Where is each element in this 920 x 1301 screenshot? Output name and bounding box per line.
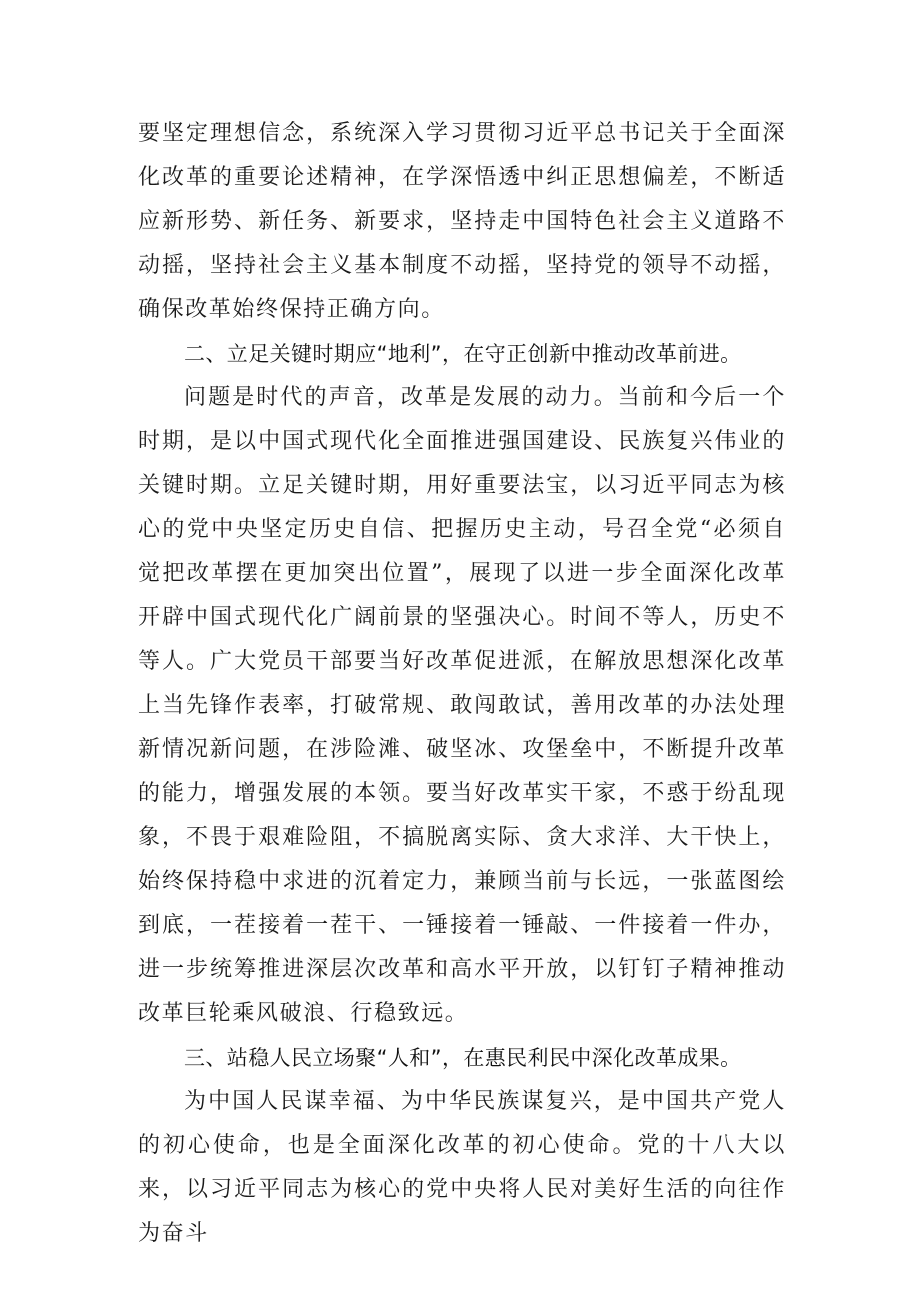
section-heading-3: 三、站稳人民立场聚“人和”，在惠民利民中深化改革成果。 [184, 1046, 742, 1070]
body-paragraph-2: 问题是时代的声音，改革是发展的动力。当前和今后一个时期，是以中国式现代化全面推进强国建设、民族复兴伟业的关键时期。立足关键时期，用好重要法宝，以习近平同志为核心的党中央坚定历史自信、把握历史主动，号召全党“必须自觉把改革摆在更加突出位置”，展现了以进一步全面深化改革开辟中国式现代化广阔前景的坚强决心。时间不等人，历史不等人。广大党员干部要当好改革促进派，在解放思想深化改革上当先锋作表率，打破常规、敢闯敢试，善用改革的办法处理新情况新问题，在涉险滩、破坚冰、攻堡垒中，不断提升改革的能力，增强发展的本领。要当好改革实干家，不惑于纷乱现象，不畏于艰难险阻，不搞脱离实际、贪大求洋、大干快上，始终保持稳中求进的沉着定力，兼顾当前与长远，一张蓝图绘到底，一茬接着一茬干、一锤接着一锤敲、一件接着一件办，进一步统筹推进深层次改革和高水平开放，以钉钉子精神推动改革巨轮乘风破浪、行稳致远。 [138, 385, 786, 1026]
section-heading-2: 二、立足关键时期应“地利”，在守正创新中推动改革前进。 [184, 342, 742, 366]
body-paragraph-1: 要坚定理想信念，系统深入学习贯彻习近平总书记关于全面深化改革的重要论述精神，在学深悟透中纠正思想偏差，不断适应新形势、新任务、新要求，坚持走中国特色社会主义道路不动摇，坚持社会主义基本制度不动摇，坚持党的领导不动摇，确保改革始终保持正确方向。 [138, 121, 786, 322]
body-paragraph-3: 为中国人民谋幸福、为中华民族谋复兴，是中国共产党人的初心使命，也是全面深化改革的初心使命。党的十八大以来，以习近平同志为核心的党中央将人民对美好生活的向往作为奋斗 [138, 1089, 786, 1246]
document-body [138, 112, 786, 1256]
